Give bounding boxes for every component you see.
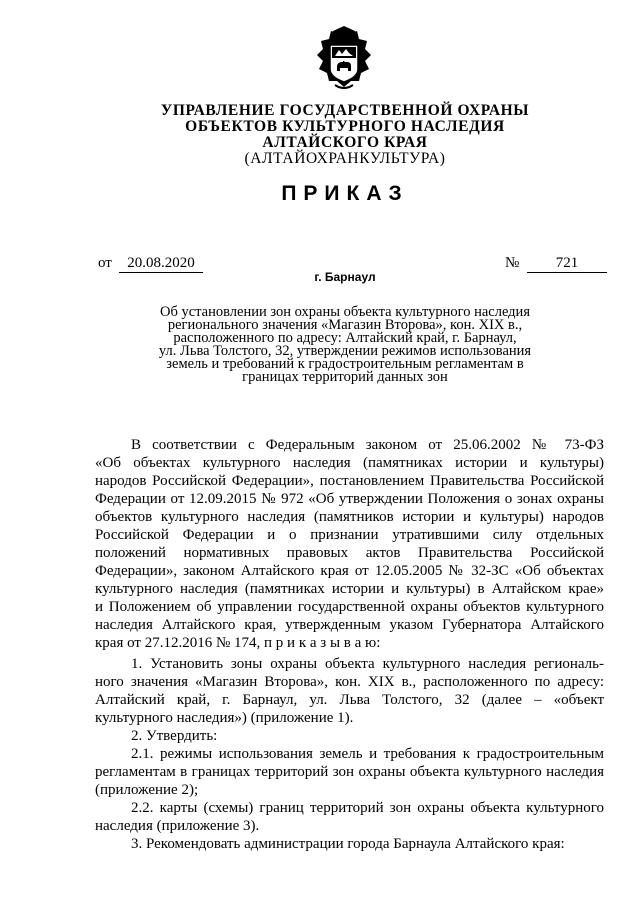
body-line: народов Российской Федерации», постановлением Правительства Российской <box>95 473 604 489</box>
order-number: 721 <box>527 255 607 273</box>
body-line: наследия Алтайского края, утвержденным указом Губернатора Алтайского <box>95 617 604 633</box>
number-label: № <box>505 255 520 271</box>
body-line: «Об объектах культурного наследия (памятниках истории и культуры) <box>95 455 604 471</box>
body-line: положений нормативных правовых актов Правительства Российской <box>95 545 604 561</box>
date-label: от <box>98 255 112 271</box>
body-line: 1. Установить зоны охраны объекта культурного наследия региональ- <box>131 656 604 672</box>
title-line: земель и требований к градостроительным регламентам в <box>166 356 524 372</box>
body-line: наследия (приложение 3). <box>95 818 260 834</box>
org-name-line-1: УПРАВЛЕНИЕ ГОСУДАРСТВЕННОЙ ОХРАНЫ <box>160 102 530 119</box>
title-line: границах территорий данных зон <box>242 369 448 385</box>
body-line: края от 27.12.2016 № 174, п р и к а з ы в а ю: <box>95 635 381 651</box>
city: г. Барнаул <box>314 270 376 284</box>
title-line: регионального значения «Магазин Второва», кон. XIX в., <box>167 317 523 333</box>
title-line: Об установлении зон охраны объекта культурного наследия <box>160 304 530 320</box>
body-line: 3. Рекомендовать администрации города Барнаула Алтайского края: <box>131 836 565 852</box>
body-line: Российской Федерации и о признании утратившими силу отдельных <box>95 527 604 543</box>
body-line: Федерации», законом Алтайского края от 12.05.2005 № 32-ЗС «Об объектах <box>95 563 604 579</box>
org-short-name: (АЛТАЙОХРАНКУЛЬТУРА) <box>244 150 446 167</box>
coat-of-arms-icon <box>313 25 375 95</box>
body-line: В соответствии с Федеральным законом от 25.06.2002 № 73-ФЗ <box>131 437 604 453</box>
body-line: 2.2. карты (схемы) границ территорий зон охраны объекта культурного <box>131 800 604 816</box>
emblem <box>313 25 375 95</box>
org-name-line-2: ОБЪЕКТОВ КУЛЬТУРНОГО НАСЛЕДИЯ <box>185 118 505 135</box>
body-line: 2.1. режимы использования земель и требования к градостроительным <box>131 746 604 762</box>
body-line: объектов культурного наследия (памятников истории и культуры) народов <box>95 509 604 525</box>
body-line: ного значения «Магазин Второва», кон. XIX в., расположенного по адресу: <box>95 674 604 690</box>
body-line: Федерации от 12.09.2015 № 972 «Об утверждении Положения о зонах охраны <box>95 491 604 507</box>
org-name-line-3: АЛТАЙСКОГО КРАЯ <box>262 134 428 151</box>
title-line: расположенного по адресу: Алтайский край, г. Барнаул, <box>173 330 517 346</box>
body-line: и Положением об управлении государственной охраны объектов культурного <box>95 599 604 615</box>
order-date: 20.08.2020 <box>119 255 203 273</box>
body-line: культурного наследия») (приложение 1). <box>95 710 354 726</box>
title-line: ул. Льва Толстого, 32, утверждении режимов использования <box>158 343 532 359</box>
body-line: 2. Утвердить: <box>131 728 218 744</box>
body-line: регламентам в границах территорий зон охраны объекта культурного наследия <box>95 764 604 780</box>
body-line: (приложение 2); <box>95 782 199 798</box>
document-type: ПРИКАЗ <box>281 182 409 205</box>
body-line: культурного наследия (памятниках истории и культуры) в Алтайском крае» <box>95 581 604 597</box>
body-line: Алтайский край, г. Барнаул, ул. Льва Толстого, 32 (далее – «объект <box>95 692 604 708</box>
